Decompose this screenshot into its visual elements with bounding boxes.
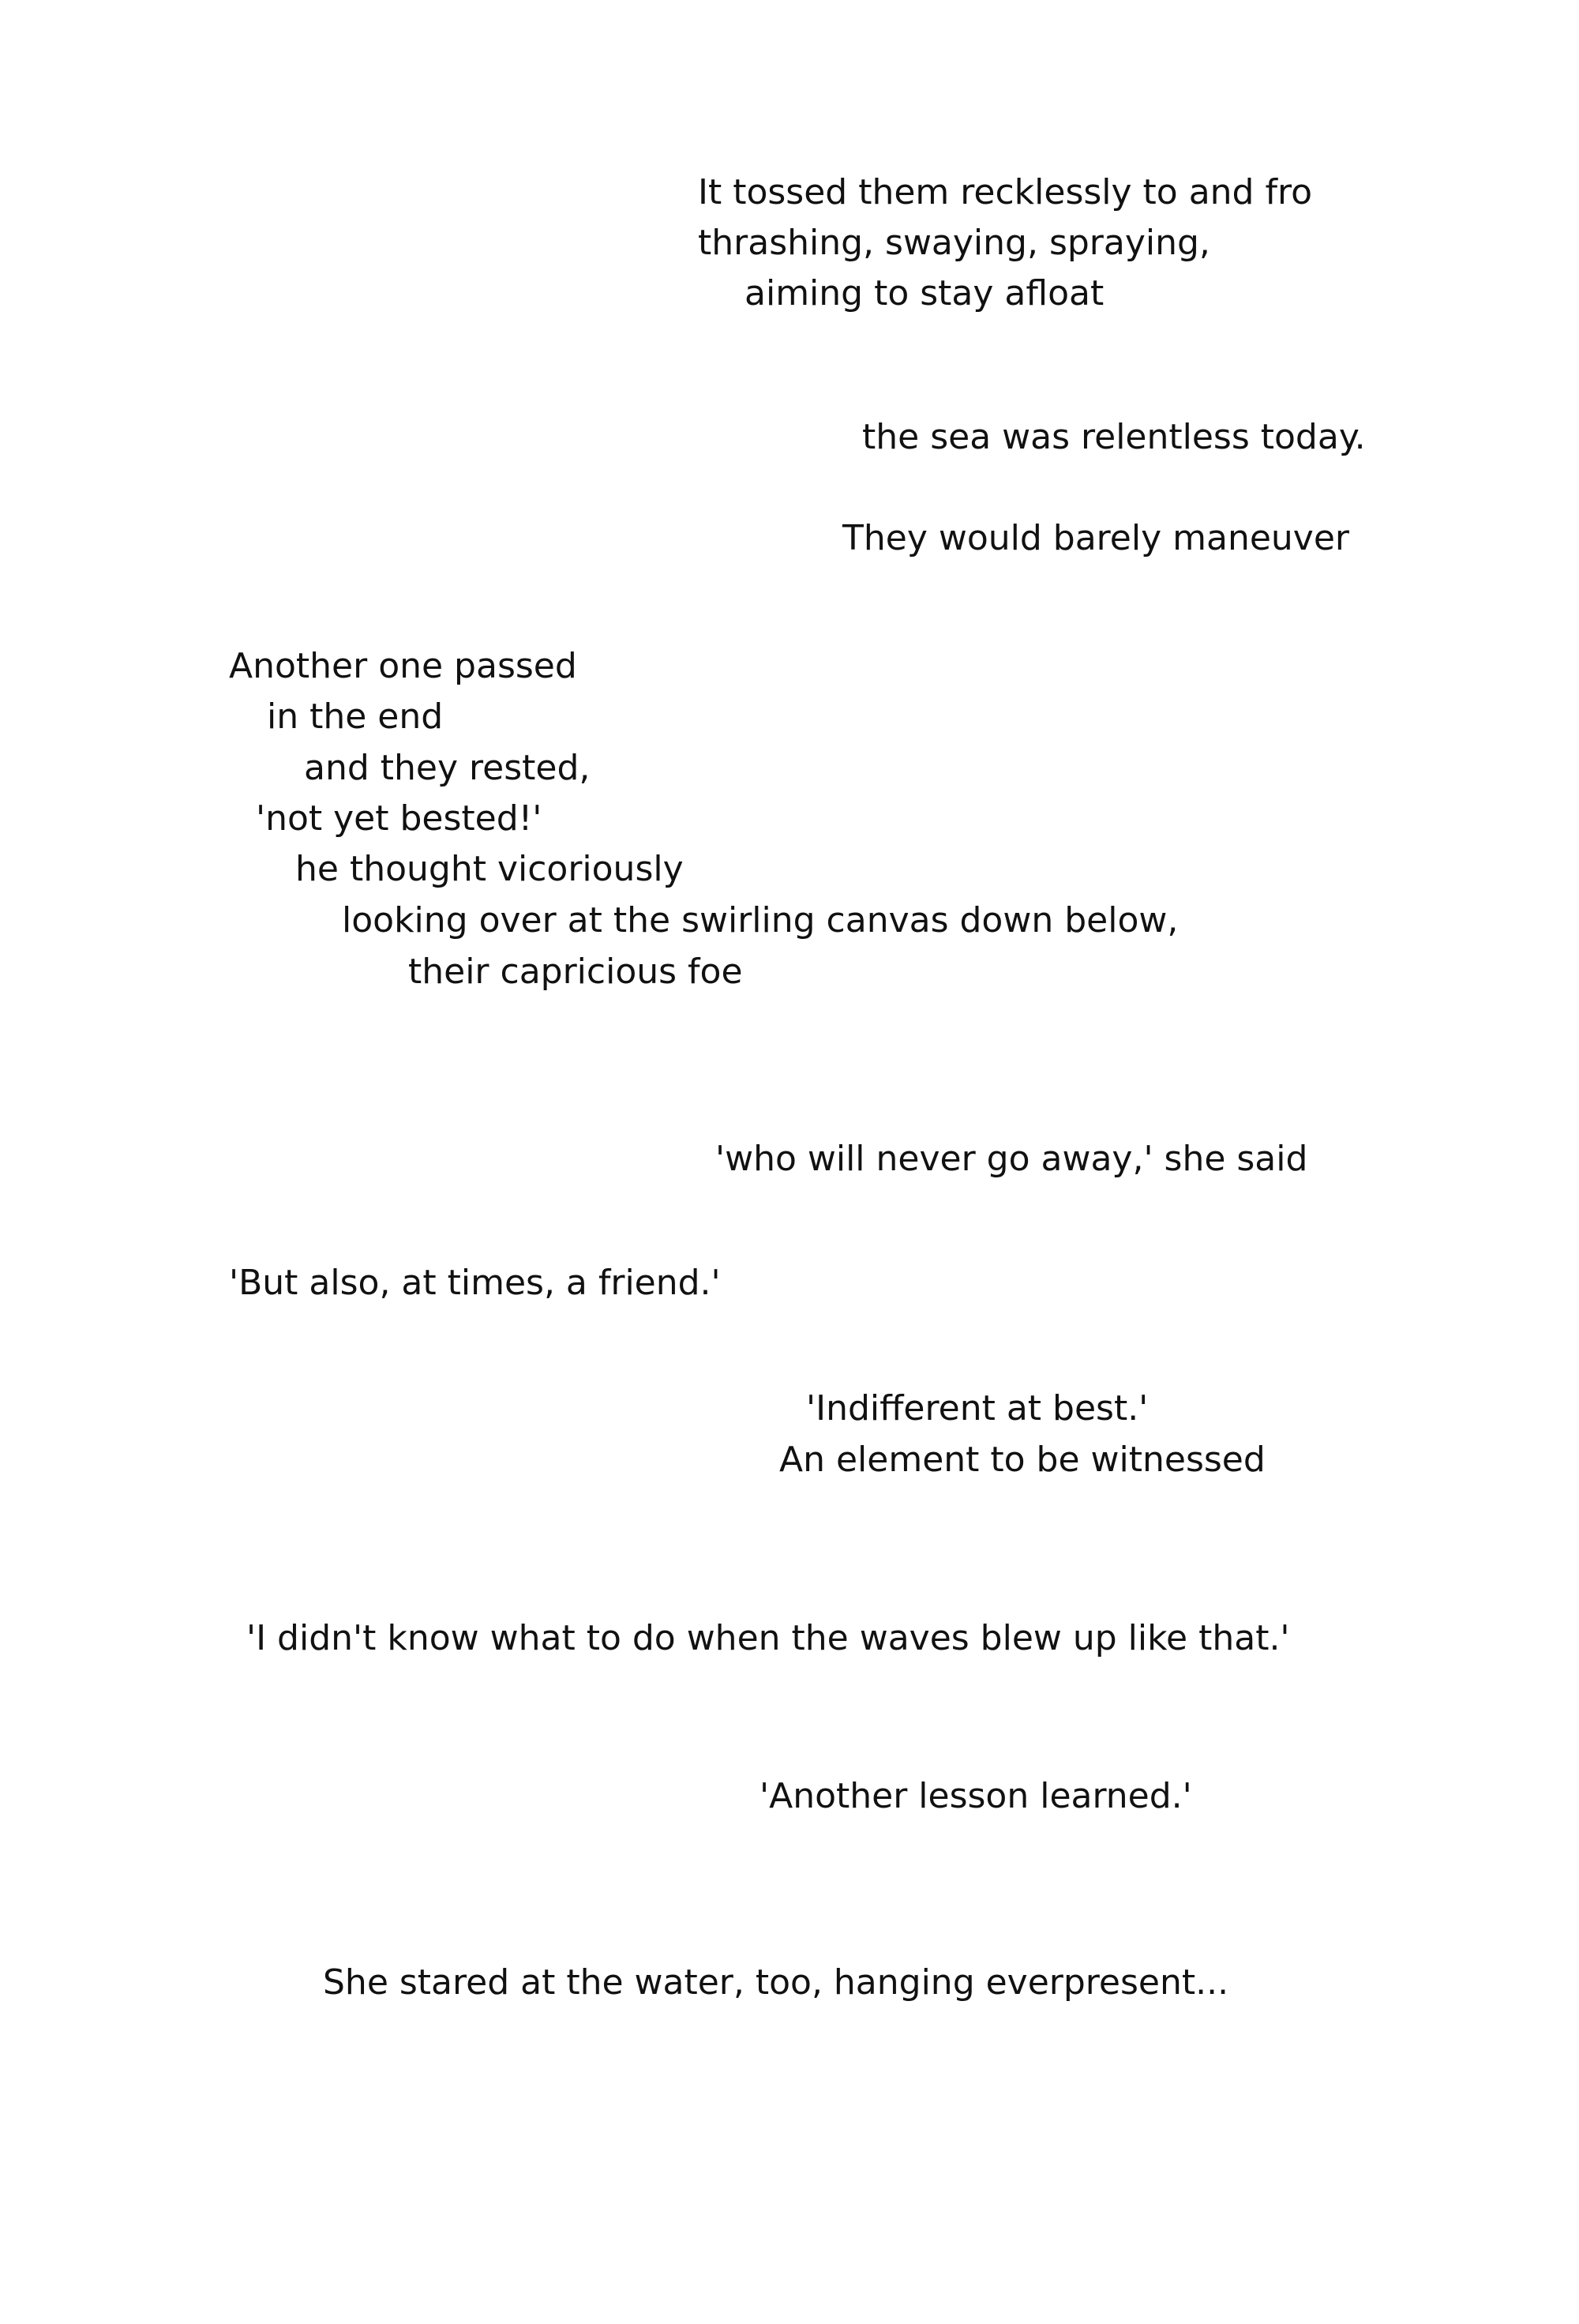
poem-line: looking over at the swirling canvas down below, — [342, 900, 1179, 940]
poem-line: 'Indifferent at best.' — [806, 1388, 1149, 1429]
poem-line: She stared at the water, too, hanging everpresent... — [323, 1962, 1229, 2003]
poem-line: 'Another lesson learned.' — [759, 1776, 1192, 1816]
poem-line: They would barely maneuver — [842, 518, 1349, 558]
poem-line: 'I didn't know what to do when the waves blew up like that.' — [246, 1618, 1290, 1658]
poem-line: the sea was relentless today. — [862, 417, 1366, 457]
poem-line: in the end — [267, 696, 444, 737]
poem-line: thrashing, swaying, spraying, — [698, 223, 1210, 263]
poem-line: 'not yet bested!' — [256, 798, 542, 839]
poem-line: 'But also, at times, a friend.' — [229, 1263, 721, 1303]
poem-line: 'who will never go away,' she said — [715, 1139, 1308, 1179]
poem-line: their capricious foe — [408, 952, 743, 992]
poem-line: Another one passed — [229, 646, 577, 686]
poem-line: he thought vicoriously — [295, 849, 684, 889]
poem-line: and they rested, — [304, 748, 591, 788]
poem-line: It tossed them recklessly to and fro — [698, 172, 1312, 212]
poem-line: aiming to stay afloat — [744, 273, 1105, 313]
poem-line: An element to be witnessed — [779, 1440, 1266, 1480]
